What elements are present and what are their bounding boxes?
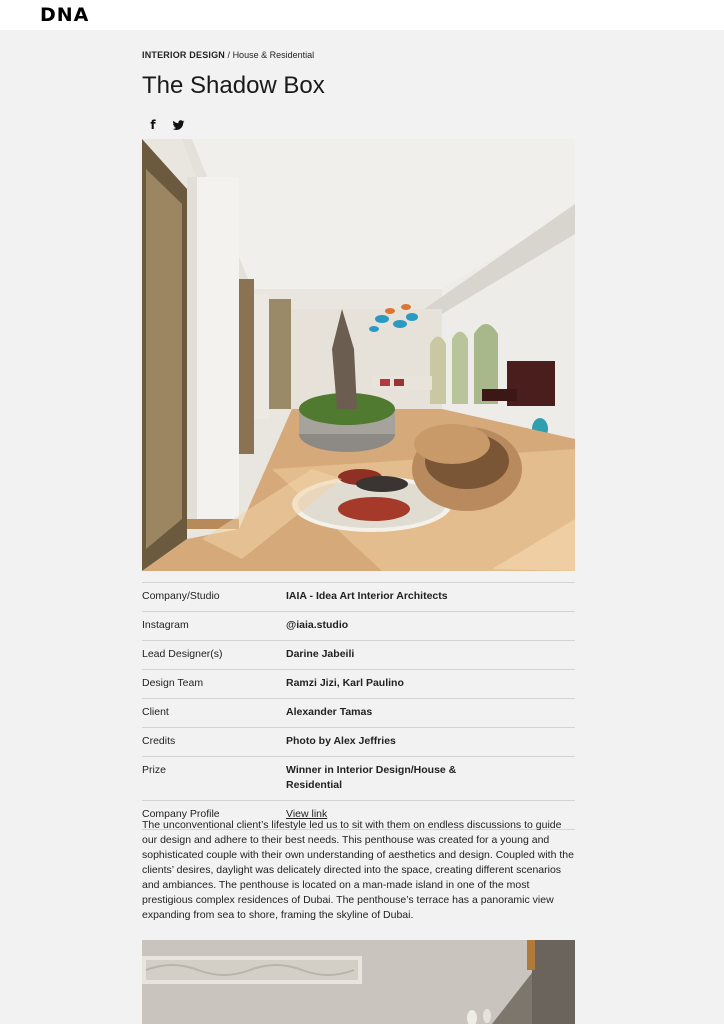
- project-details-table: [142, 582, 575, 830]
- detail-row-client: [142, 698, 575, 727]
- detail-value: @iaia.studio: [286, 619, 349, 631]
- detail-label: Lead Designer(s): [142, 648, 223, 660]
- breadcrumb-subcategory[interactable]: House & Residential: [232, 50, 315, 60]
- breadcrumb-separator: /: [227, 50, 231, 60]
- detail-label: Design Team: [142, 677, 204, 689]
- detail-label: Company Profile: [142, 808, 220, 820]
- twitter-share-button[interactable]: [168, 115, 188, 135]
- breadcrumb-category[interactable]: INTERIOR DESIGN: [142, 50, 226, 60]
- detail-value: IAIA - Idea Art Interior Architects: [286, 590, 448, 602]
- second-image: [142, 940, 575, 1024]
- detail-label: Credits: [142, 735, 176, 747]
- facebook-share-button[interactable]: [143, 115, 163, 135]
- page-title: The Shadow Box: [142, 72, 325, 99]
- detail-value: Darine Jabeili: [286, 648, 355, 660]
- detail-row-company: [142, 582, 575, 611]
- detail-value: Photo by Alex Jeffries: [286, 735, 396, 747]
- view-link[interactable]: View link: [286, 808, 328, 820]
- detail-row-instagram: [142, 611, 575, 640]
- detail-value: Winner in Interior Design/House & Residential: [286, 764, 457, 791]
- top-bar: [0, 0, 724, 30]
- detail-row-credits: [142, 727, 575, 756]
- project-description: The unconventional client’s lifestyle led us to sit with them on endless discussions to guide our design and adhere to their best needs. This penthouse was created for a young and sophisticated couple with their own understanding of aesthetics and design. Coupled with the clients’ desires, daylight was delicately directed into the space, creating different scenarios and ambiances. The penthouse is located on a man-made island in one of the most prestigious complex residences of Dubai. The penthouse’s terrace has a panoramic view expanding from sea to shore, framing the skyline of Dubai.: [142, 819, 574, 921]
- hero-image: [142, 139, 575, 571]
- twitter-icon: [172, 120, 185, 131]
- detail-value: Alexander Tamas: [286, 706, 373, 718]
- detail-label: Prize: [142, 764, 166, 776]
- detail-label: Company/Studio: [142, 590, 220, 602]
- detail-row-design-team: [142, 669, 575, 698]
- detail-label: Client: [142, 706, 169, 718]
- facebook-icon: f: [150, 118, 156, 132]
- detail-row-prize: [142, 756, 575, 800]
- breadcrumb: [142, 50, 314, 60]
- detail-row-lead-designer: [142, 640, 575, 669]
- site-logo[interactable]: DNA: [40, 4, 90, 26]
- detail-value: Ramzi Jizi, Karl Paulino: [286, 677, 404, 689]
- detail-label: Instagram: [142, 619, 189, 631]
